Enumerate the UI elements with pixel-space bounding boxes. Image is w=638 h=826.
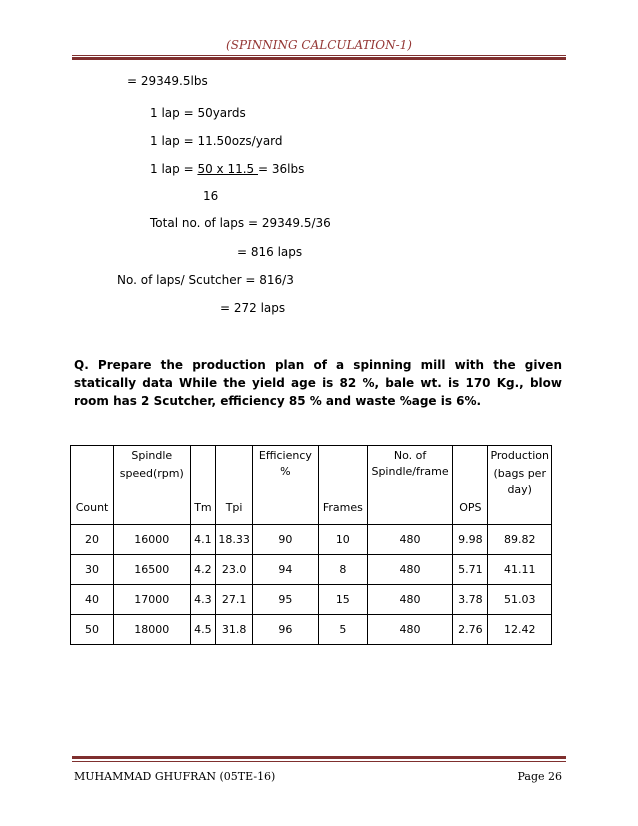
calc-line-4 [150, 162, 304, 176]
table-row [71, 585, 552, 615]
header-efficiency [252, 446, 318, 525]
table-cell: 12.42 [488, 615, 552, 645]
table-row [71, 525, 552, 555]
question-text: Q. Prepare the production plan of a spinning mill with the given statically data While the yield age is 82 %, bale wt. is 170 Kg., blow room has 2 Scutcher, efficiency 85 % and waste %age is 6%. [74, 358, 562, 408]
table-cell: 16000 [114, 525, 190, 555]
table-cell: 16500 [114, 555, 190, 585]
calc-line-4-suffix: = 36lbs [257, 162, 305, 176]
table-cell: 15 [318, 585, 367, 615]
calc-line-3: 1 lap = 11.50ozs/yard [150, 134, 283, 148]
table-cell: 41.11 [488, 555, 552, 585]
header-production-line-2: (bags per [493, 467, 546, 480]
table-cell: 480 [367, 585, 453, 615]
table-cell: 17000 [114, 585, 190, 615]
table-cell: 27.1 [216, 585, 253, 615]
header-frames: Frames [318, 446, 367, 525]
table-cell: 89.82 [488, 525, 552, 555]
table-row [71, 555, 552, 585]
table-cell: 480 [367, 525, 453, 555]
calc-line-1: = 29349.5lbs [127, 74, 208, 88]
calc-line-2: 1 lap = 50yards [150, 106, 246, 120]
table-cell: 2.76 [453, 615, 488, 645]
table-cell: 4.1 [190, 525, 216, 555]
table-cell: 31.8 [216, 615, 253, 645]
table-cell: 51.03 [488, 585, 552, 615]
table-cell: 5.71 [453, 555, 488, 585]
header-production [488, 446, 552, 525]
table-cell: 20 [71, 525, 114, 555]
table-cell: 18000 [114, 615, 190, 645]
table-cell: 95 [252, 585, 318, 615]
header-production-line-3: day) [507, 483, 532, 496]
production-table [70, 445, 552, 645]
table-cell: 30 [71, 555, 114, 585]
calc-line-4-denominator: 16 [203, 189, 219, 203]
table-cell: 40 [71, 585, 114, 615]
header-ops: OPS [453, 446, 488, 525]
calc-line-7: No. of laps/ Scutcher = 816/3 [117, 273, 294, 287]
page-header-title: (SPINNING CALCULATION-1) [226, 38, 412, 52]
header-spindle-speed-line-2: speed(rpm) [119, 467, 184, 480]
calc-line-8: = 272 laps [220, 301, 286, 315]
header-rule [72, 55, 566, 56]
footer-rule [72, 761, 566, 762]
footer-page-number: Page 26 [517, 770, 562, 783]
table-cell: 23.0 [216, 555, 253, 585]
header-rule-thick [72, 57, 566, 60]
footer-author: MUHAMMAD GHUFRAN (05TE-16) [74, 770, 276, 783]
header-spindle-speed-line-1: Spindle [131, 449, 173, 462]
header-count: Count [71, 446, 114, 525]
table-cell: 8 [318, 555, 367, 585]
table-cell: 94 [252, 555, 318, 585]
header-spindles-line-1: No. of [393, 449, 427, 462]
calc-line-6: = 816 laps [237, 245, 303, 259]
table-cell: 4.3 [190, 585, 216, 615]
footer-rule-thick [72, 756, 566, 759]
header-spindles-per-frame [367, 446, 453, 525]
header-efficiency-line-1: Efficiency [258, 449, 312, 462]
calc-line-5: Total no. of laps = 29349.5/36 [150, 216, 331, 230]
table-row [71, 615, 552, 645]
table-cell: 3.78 [453, 585, 488, 615]
calc-line-4-prefix: 1 lap = [150, 162, 198, 176]
table-cell: 480 [367, 555, 453, 585]
table-cell: 96 [252, 615, 318, 645]
header-efficiency-line-2: % [280, 465, 291, 478]
table-cell: 90 [252, 525, 318, 555]
table-cell: 50 [71, 615, 114, 645]
table-cell: 9.98 [453, 525, 488, 555]
table-cell: 480 [367, 615, 453, 645]
header-spindle-speed [114, 446, 190, 525]
table-cell: 4.2 [190, 555, 216, 585]
calc-line-4-numerator: 50 x 11.5 [197, 162, 258, 176]
header-production-line-1: Production [490, 449, 549, 462]
table-header-row [71, 446, 552, 525]
table-cell: 4.5 [190, 615, 216, 645]
header-tm: Tm [190, 446, 216, 525]
table-cell: 10 [318, 525, 367, 555]
header-tpi: Tpi [216, 446, 253, 525]
table-cell: 18.33 [216, 525, 253, 555]
table-cell: 5 [318, 615, 367, 645]
header-spindles-line-2: Spindle/frame [371, 465, 449, 478]
